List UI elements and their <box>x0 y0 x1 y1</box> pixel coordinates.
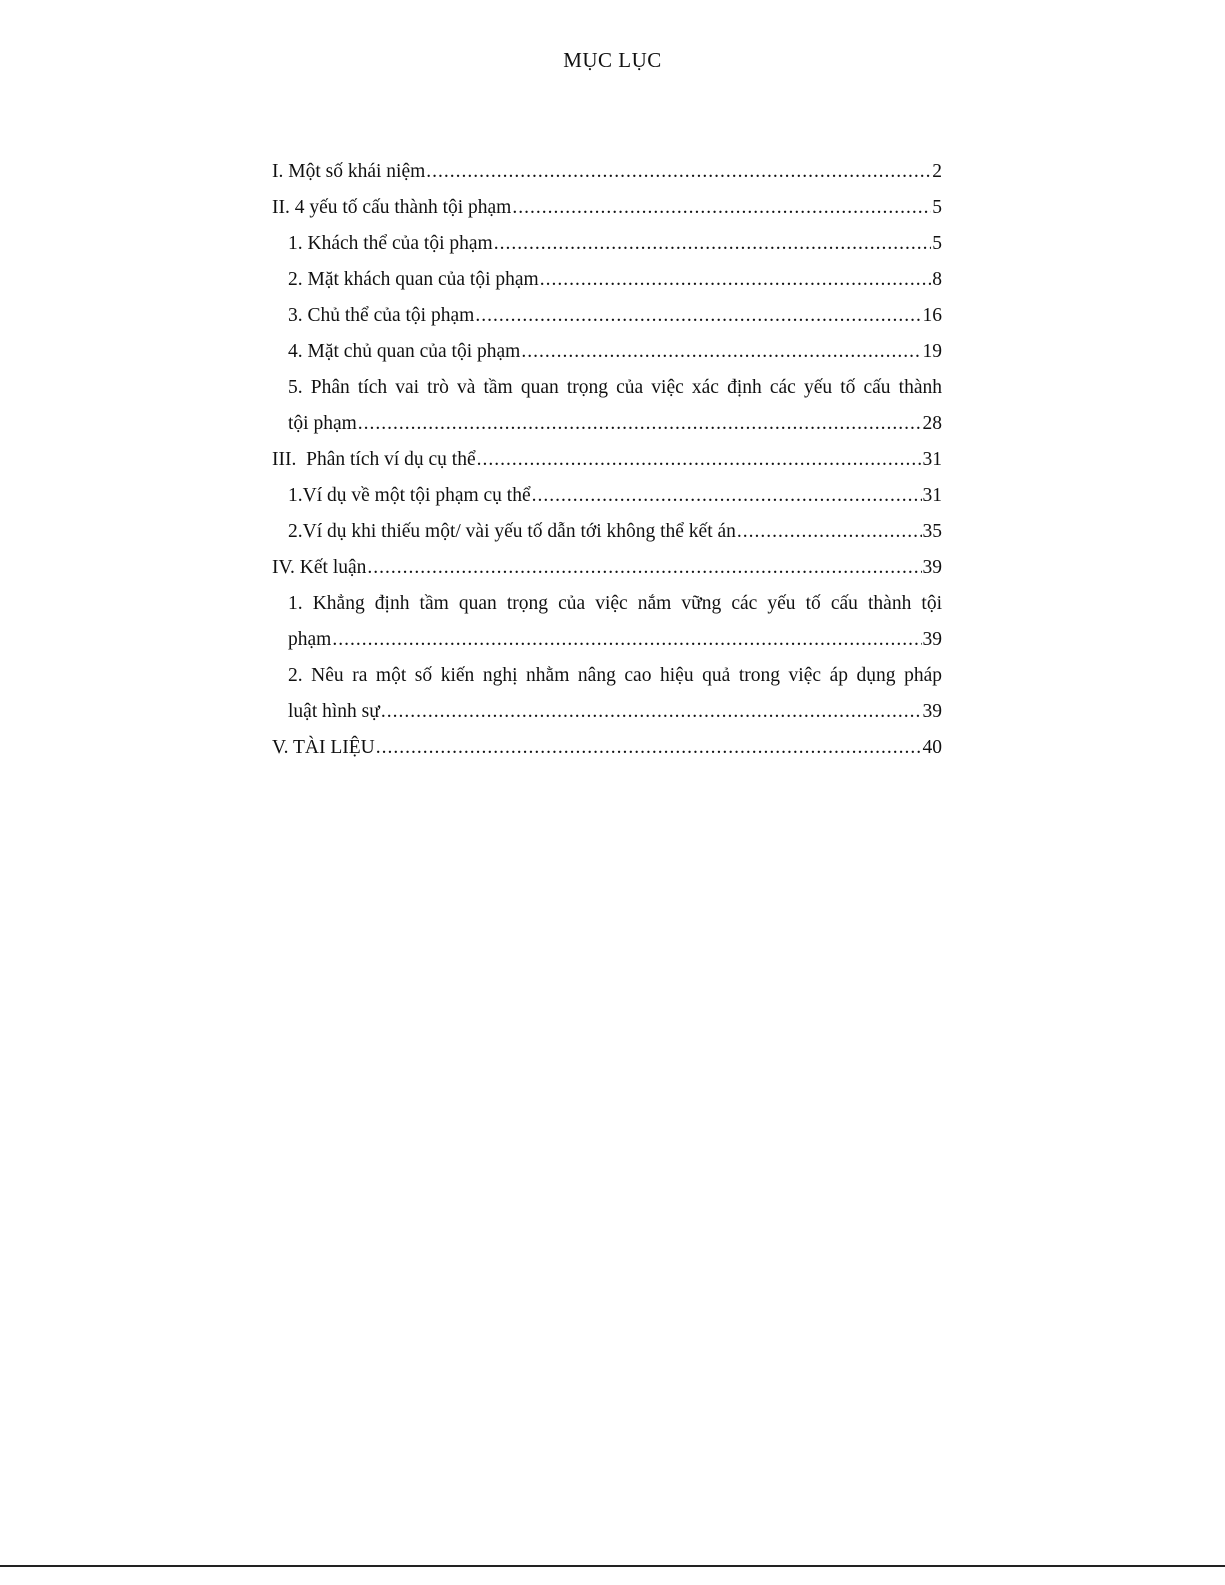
toc-entry-text: III. Phân tích ví dụ cụ thể <box>272 449 476 470</box>
toc-entry-text: 1.Ví dụ về một tội phạm cụ thể <box>288 485 531 506</box>
toc-dot-leader <box>367 550 921 586</box>
toc-entry-heading: 1. Khẳng định tầm quan trọng của việc nắm vững các yếu tố cấu thành tội <box>288 593 942 614</box>
toc-line <box>288 478 942 514</box>
toc-entry-text: 1. Khách thể của tội phạm <box>288 233 493 254</box>
toc-line <box>272 154 942 190</box>
toc-dot-leader <box>376 730 922 766</box>
toc-entry-text: 2. Mặt khách quan của tội phạm <box>288 269 539 290</box>
toc-entry[interactable] <box>272 262 942 298</box>
toc-dot-leader <box>532 478 922 514</box>
toc-line <box>272 190 942 226</box>
toc-page-number: 16 <box>922 305 942 326</box>
toc-page-number: 39 <box>922 557 942 578</box>
toc-entry-heading: 5. Phân tích vai trò và tầm quan trọng của việc xác định các yếu tố cấu thành <box>288 377 942 398</box>
toc-entry-text: phạm <box>288 629 332 650</box>
toc-page-number: 8 <box>932 269 942 290</box>
toc-page-number: 31 <box>922 449 942 470</box>
toc-entry[interactable] <box>272 442 942 478</box>
toc-page-number: 19 <box>922 341 942 362</box>
toc-entry[interactable] <box>272 334 942 370</box>
toc-line <box>272 730 942 766</box>
toc-line <box>288 514 942 550</box>
toc-entry[interactable] <box>272 514 942 550</box>
toc-entry[interactable] <box>272 730 942 766</box>
toc-line <box>288 262 942 298</box>
toc-page-number: 28 <box>922 413 942 434</box>
toc-line <box>272 442 942 478</box>
toc-entry-text: V. TÀI LIỆU <box>272 737 375 758</box>
toc-entry[interactable] <box>272 370 942 442</box>
toc-dot-leader <box>494 226 932 262</box>
toc-entry-text: 2.Ví dụ khi thiếu một/ vài yếu tố dẫn tới không thể kết án <box>288 521 736 542</box>
toc-page-number: 5 <box>932 197 942 218</box>
toc-entry-text: I. Một số khái niệm <box>272 161 426 182</box>
toc-entry-text: 3. Chủ thể của tội phạm <box>288 305 475 326</box>
toc-entry[interactable] <box>272 190 942 226</box>
toc-dot-leader <box>540 262 932 298</box>
toc-entry[interactable] <box>272 658 942 730</box>
toc-page-number: 31 <box>922 485 942 506</box>
toc-entry-text: tội phạm <box>288 413 357 434</box>
toc-page-number: 40 <box>922 737 942 758</box>
toc-entry[interactable] <box>272 226 942 262</box>
toc-entry-heading: 2. Nêu ra một số kiến nghị nhằm nâng cao hiệu quả trong việc áp dụng pháp <box>288 665 942 686</box>
toc-line <box>288 406 942 442</box>
toc-entry[interactable] <box>272 478 942 514</box>
toc-dot-leader <box>477 442 922 478</box>
toc-dot-leader <box>426 154 931 190</box>
toc-page-number: 39 <box>922 701 942 722</box>
toc-page-number: 39 <box>922 629 942 650</box>
toc-line <box>288 694 942 730</box>
toc-entry-text: luật hình sự <box>288 701 380 722</box>
toc-line <box>288 334 942 370</box>
table-of-contents <box>272 154 942 766</box>
toc-page-number: 35 <box>922 521 942 542</box>
toc-dot-leader <box>475 298 921 334</box>
toc-dot-leader <box>332 622 921 658</box>
toc-entry[interactable] <box>272 586 942 658</box>
toc-dot-leader <box>521 334 921 370</box>
toc-dot-leader <box>381 694 922 730</box>
toc-page-number: 2 <box>932 161 942 182</box>
toc-entry-text: II. 4 yếu tố cấu thành tội phạm <box>272 197 512 218</box>
toc-dot-leader <box>737 514 922 550</box>
toc-entry[interactable] <box>272 298 942 334</box>
toc-entry-text: 4. Mặt chủ quan của tội phạm <box>288 341 521 362</box>
toc-entry-text: IV. Kết luận <box>272 557 367 578</box>
toc-page-number: 5 <box>932 233 942 254</box>
toc-line <box>288 298 942 334</box>
page-bottom-border <box>0 1565 1225 1567</box>
toc-dot-leader <box>512 190 931 226</box>
toc-line <box>288 226 942 262</box>
toc-entry[interactable] <box>272 550 942 586</box>
toc-line <box>272 550 942 586</box>
page-title: MỤC LỤC <box>563 48 662 72</box>
toc-entry[interactable] <box>272 154 942 190</box>
toc-line <box>288 622 942 658</box>
toc-dot-leader <box>358 406 922 442</box>
